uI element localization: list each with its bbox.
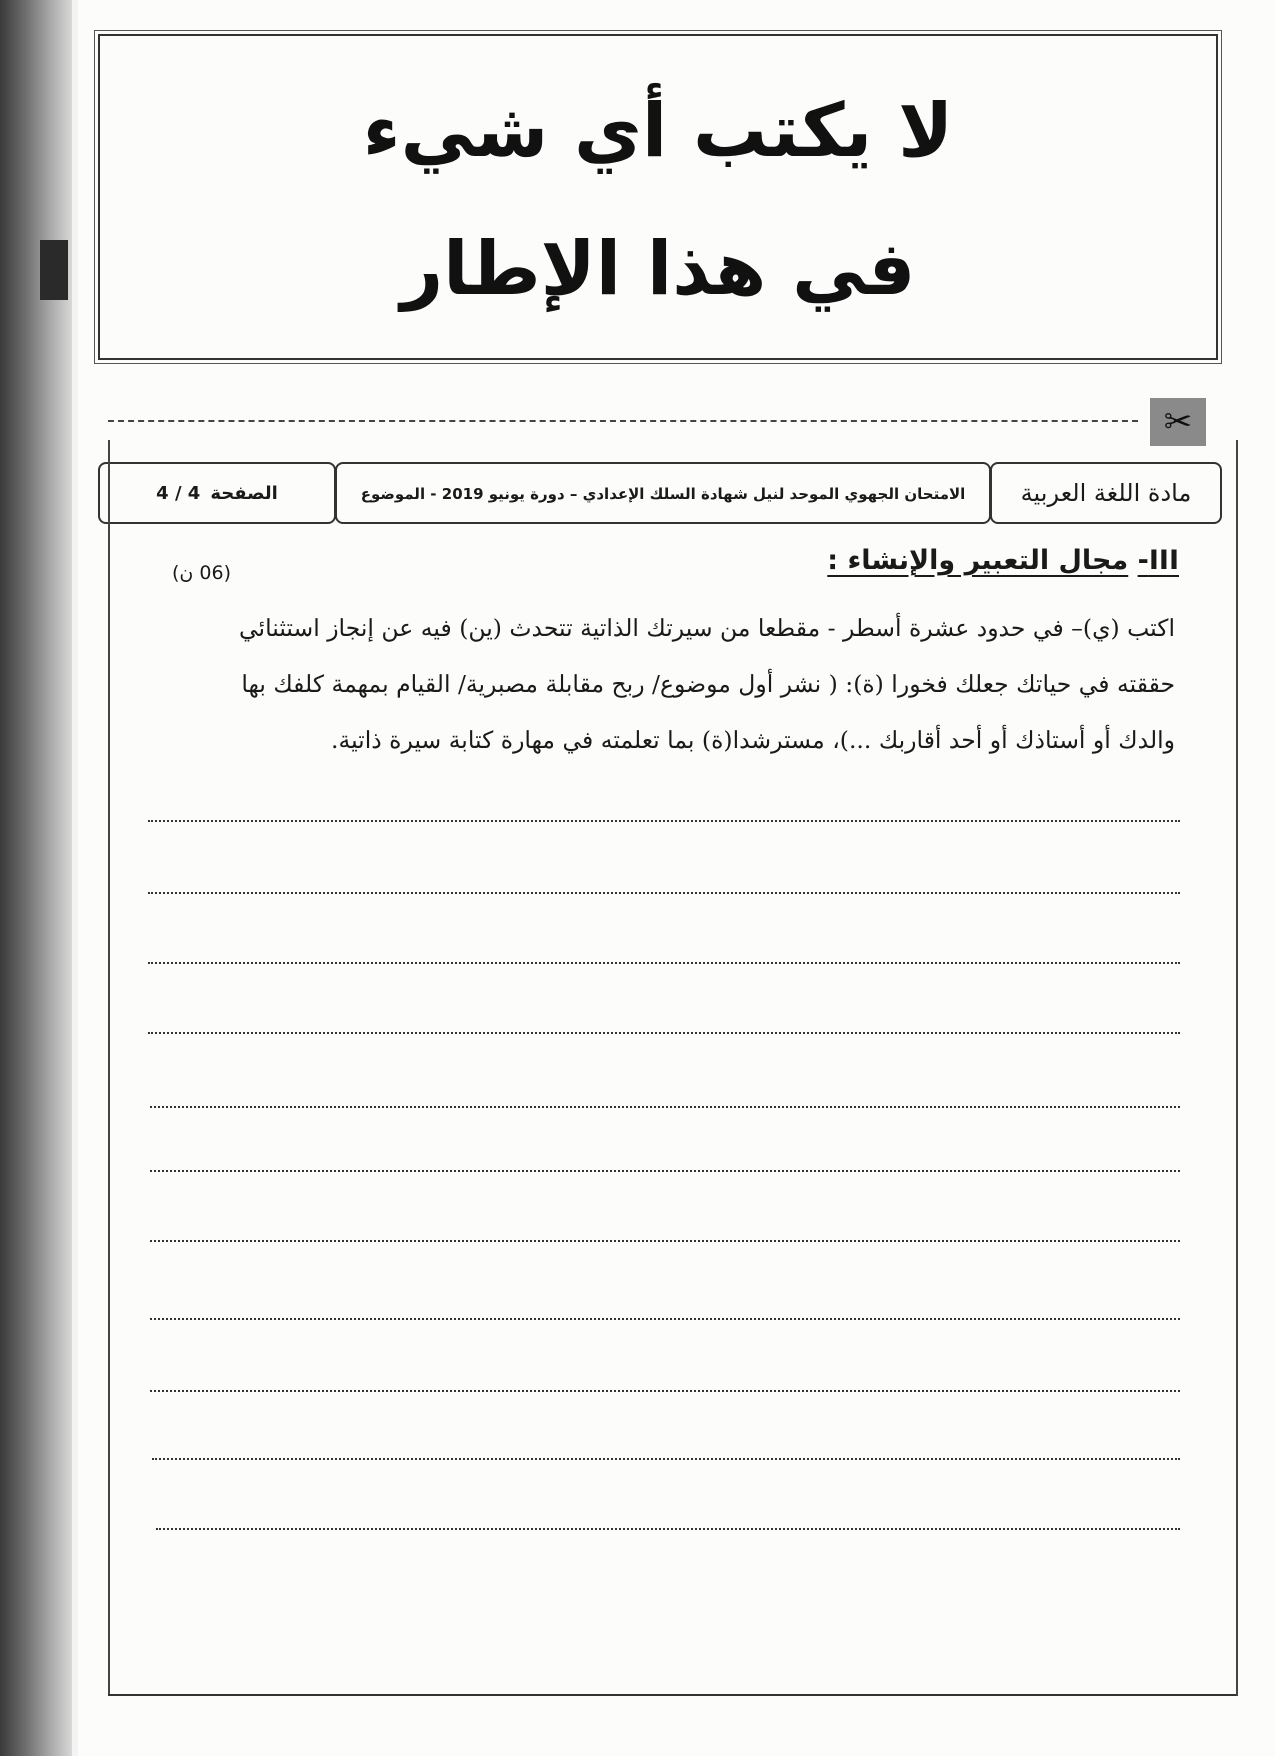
cut-dashed-line xyxy=(108,420,1138,422)
answer-line[interactable] xyxy=(150,1390,1180,1392)
page-number: 4 / 4 xyxy=(156,482,201,504)
page-border-left xyxy=(108,440,110,1696)
subject-label: مادة اللغة العربية xyxy=(1020,479,1192,507)
no-write-frame xyxy=(98,34,1218,360)
answer-line[interactable] xyxy=(150,1318,1180,1320)
exam-title-box xyxy=(335,462,991,524)
subject-box xyxy=(990,462,1222,524)
answer-line[interactable] xyxy=(150,1240,1180,1242)
no-write-text-line-2: في هذا الإطار xyxy=(400,226,916,312)
no-write-text-line-1: لا يكتب أي شيء xyxy=(362,88,954,174)
page-label: الصفحة xyxy=(210,482,278,504)
answer-line[interactable] xyxy=(148,892,1180,894)
answer-line[interactable] xyxy=(148,1032,1180,1034)
section-title: مجال التعبير والإنشاء : xyxy=(827,545,1129,576)
answer-line[interactable] xyxy=(148,820,1180,822)
page-border-right xyxy=(1236,440,1238,1696)
answer-line[interactable] xyxy=(156,1528,1180,1530)
section-heading xyxy=(827,545,1179,576)
task-text-line-1: اكتب (ي)– في حدود عشرة أسطر - مقطعا من سيرتك الذاتية تتحدث (ين) فيه عن إنجاز استثنائي xyxy=(238,614,1175,642)
scissors-icon: ✂ xyxy=(1150,398,1206,446)
answer-line[interactable] xyxy=(150,1106,1180,1108)
exam-title: الامتحان الجهوي الموحد لنيل شهادة السلك الإعدادي – دورة يونيو 2019 - الموضوع xyxy=(360,485,966,503)
answer-line[interactable] xyxy=(152,1458,1180,1460)
page-number-box xyxy=(98,462,336,524)
answer-line[interactable] xyxy=(150,1170,1180,1172)
section-points: (06 ن) xyxy=(172,562,232,584)
scan-left-edge xyxy=(0,0,72,1756)
page-border-bottom xyxy=(108,1694,1236,1696)
section-number: III- xyxy=(1137,545,1179,576)
answer-line[interactable] xyxy=(148,962,1180,964)
task-text-line-2: حققته في حياتك جعلك فخورا (ة): ( نشر أول موضوع/ ربح مقابلة مصبرية/ القيام بمهمة كلفك بها xyxy=(241,670,1175,698)
task-text-line-3: والدك أو أستاذك أو أحد أقاربك ...)، مسترشدا(ة) بما تعلمته في مهارة كتابة سيرة ذاتية. xyxy=(331,726,1175,754)
binder-tab xyxy=(40,240,68,300)
